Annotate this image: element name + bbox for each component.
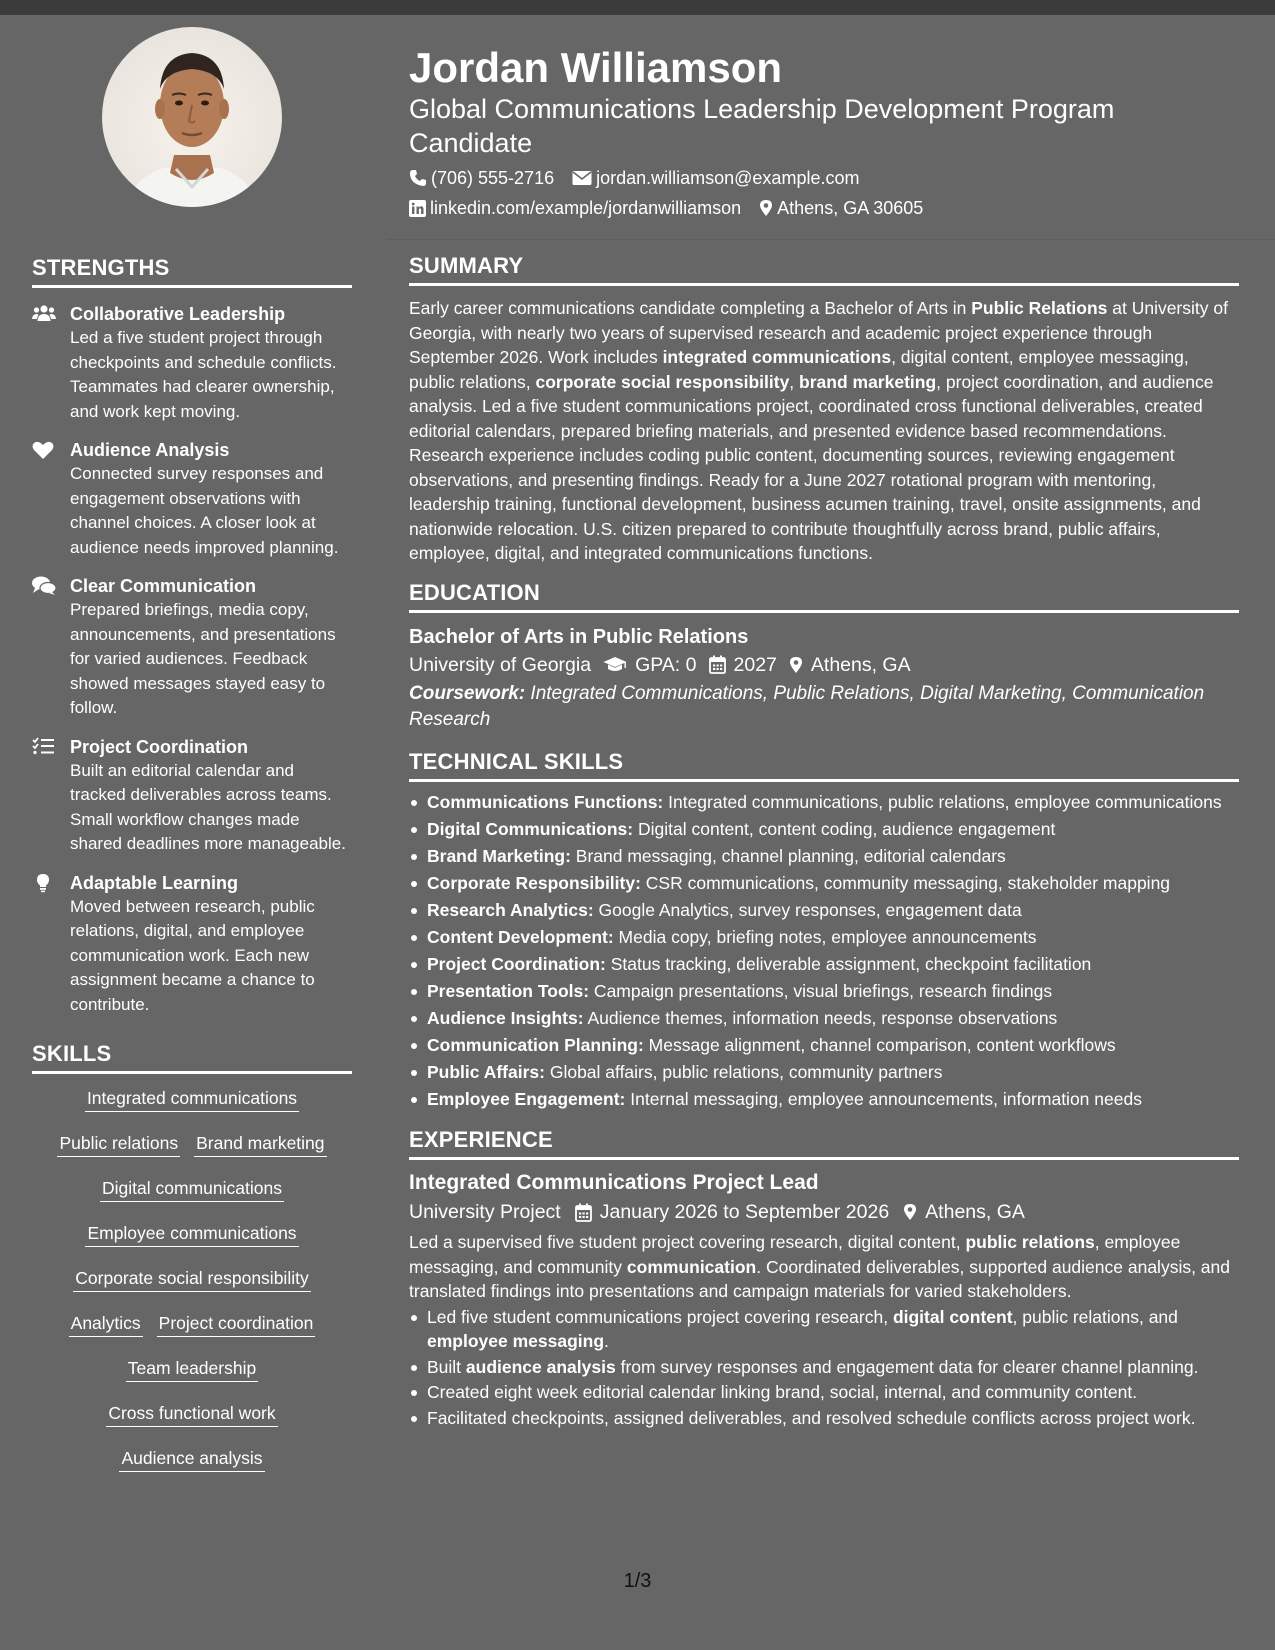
- text-segment: Facilitated checkpoints, assigned deliverables, and resolved schedule conflicts across project work.: [427, 1407, 1196, 1428]
- skill-tag: Audience analysis: [119, 1446, 264, 1472]
- skill-row: [32, 1266, 352, 1294]
- text-segment: from survey responses and engagement data for clearer channel planning.: [615, 1356, 1199, 1377]
- skill-values: Audience themes, information needs, response observations: [583, 1007, 1058, 1028]
- skill-values: Digital content, content coding, audience engagement: [633, 818, 1056, 839]
- bold-text: audience analysis: [465, 1356, 616, 1377]
- technical-skills-heading: TECHNICAL SKILLS: [409, 749, 1239, 782]
- strength-item: [32, 735, 352, 857]
- education-heading: EDUCATION: [409, 580, 1239, 613]
- contact-row: [409, 166, 1239, 190]
- comments-icon: [32, 576, 56, 596]
- bold-text: employee messaging: [427, 1331, 605, 1351]
- bold-text: digital content: [892, 1306, 1013, 1327]
- technical-skill-item: [409, 844, 1239, 869]
- technical-skill-item: [409, 1006, 1239, 1031]
- skill-category: Communication Planning:: [427, 1034, 644, 1055]
- text-segment: Led five student communications project covering research,: [427, 1306, 893, 1327]
- grad-year: [709, 651, 777, 679]
- org-text: University Project: [409, 1201, 561, 1223]
- bold-text: public relations: [965, 1232, 1095, 1252]
- text-segment: , employee messaging, and community: [409, 1232, 1181, 1277]
- skill-values: Internal messaging, employee announcements, information needs: [625, 1088, 1142, 1109]
- right-column: [409, 15, 1239, 1431]
- skill-category: Employee Engagement:: [427, 1088, 626, 1109]
- map-pin-icon: [759, 199, 773, 217]
- coursework-label: Coursework:: [409, 682, 526, 704]
- technical-skill-item: [409, 925, 1239, 950]
- technical-skill-item: [409, 1060, 1239, 1085]
- strength-item: [32, 302, 352, 424]
- users-icon: [32, 304, 56, 322]
- calendar-icon: [709, 655, 726, 674]
- text-segment: , project coordination, and audience analysis. Led a five student communications project, coordinated cross functional deliverables, created editorial calendars, prepared briefing materials, and presented evidence based recommendations. Research experience includes coding public content, documenting sources, reviewing engagement observations, and presenting findings. Ready for a June 2027 rotational program with mentoring, leadership training, functional development, business acumen training, travel, onsite assignments, and nationwide relocation. U.S. citizen prepared to contribute thoughtfully across brand, public affairs, employee, digital, and integrated communications functions.: [409, 371, 1214, 563]
- heart-icon: [32, 440, 54, 460]
- skill-values: Message alignment, channel comparison, content workflows: [643, 1034, 1116, 1055]
- skill-tag: Team leadership: [126, 1356, 258, 1382]
- technical-skill-item: [409, 1087, 1239, 1112]
- skill-tag: Digital communications: [100, 1176, 284, 1202]
- skill-row: [32, 1311, 352, 1339]
- job-bullet: [409, 1305, 1239, 1354]
- email-contact[interactable]: [572, 166, 859, 190]
- location-contact: [759, 196, 923, 220]
- skill-tag: Project coordination: [157, 1311, 316, 1337]
- skill-row: [32, 1446, 352, 1474]
- skill-row: [32, 1356, 352, 1384]
- coursework-list: Integrated Communications, Public Relations, Digital Marketing, Communication Research: [409, 682, 1205, 730]
- contact-row: [409, 196, 1239, 220]
- skills-list: [32, 1086, 352, 1474]
- text-segment: at University of Georgia, with nearly two years of supervised research and academic project experience through September 2026. Work includes: [409, 298, 1228, 367]
- header-divider: [387, 239, 1275, 240]
- skill-row: [32, 1131, 352, 1159]
- technical-skill-item: [409, 898, 1239, 923]
- strength-title: Collaborative Leadership: [70, 304, 286, 324]
- skill-row: [32, 1176, 352, 1204]
- technical-skill-item: [409, 1033, 1239, 1058]
- bold-text: Public Relations: [971, 298, 1108, 318]
- job-bullet: [409, 1380, 1239, 1405]
- strength-desc: Moved between research, public relations, digital, and employee communication work. Each new assignment became a chance to contribute.: [70, 896, 315, 1014]
- job-title: Integrated Communications Project Lead: [409, 1171, 819, 1194]
- job-description: [409, 1230, 1239, 1304]
- graduation-cap-icon: [603, 656, 627, 673]
- calendar-icon: [575, 1203, 592, 1222]
- linkedin-contact[interactable]: [409, 196, 741, 220]
- skill-values: Global affairs, public relations, community partners: [544, 1061, 943, 1082]
- tasks-icon: [32, 737, 54, 755]
- skill-tag: Employee communications: [85, 1221, 298, 1247]
- skill-category: Digital Communications:: [427, 818, 634, 839]
- technical-skills-list: [409, 790, 1239, 1112]
- lightbulb-icon: [32, 873, 54, 893]
- skill-category: Communications Functions:: [427, 791, 664, 812]
- phone-text: (706) 555-2716: [431, 168, 555, 188]
- email-link[interactable]: jordan.williamson@example.com: [596, 168, 860, 188]
- job-bullet: [409, 1355, 1239, 1380]
- technical-skill-item: [409, 817, 1239, 842]
- skill-tag: Public relations: [57, 1131, 180, 1157]
- text-segment: Early career communications candidate completing a Bachelor of Arts in: [409, 298, 972, 318]
- summary-text: [409, 296, 1239, 566]
- strength-desc: Connected survey responses and engagement observations with channel choices. A closer look at audience needs improved planning.: [70, 464, 339, 557]
- text-segment: . Coordinated deliverables, supported audience analysis, and translated findings into presentations and campaign materials for varied stakeholders.: [409, 1256, 1231, 1301]
- job-bullets: [409, 1305, 1239, 1431]
- skill-category: Public Affairs:: [427, 1061, 545, 1082]
- skill-values: CSR communications, community messaging, stakeholder mapping: [640, 872, 1171, 893]
- coursework: [409, 681, 1239, 733]
- map-pin-icon: [903, 1203, 917, 1221]
- page-number: 1/3: [623, 1570, 652, 1592]
- job-org: [409, 1198, 561, 1226]
- skill-values: Campaign presentations, visual briefings, research findings: [589, 980, 1053, 1001]
- strength-item: [32, 871, 352, 1018]
- skill-tag: Cross functional work: [106, 1401, 277, 1427]
- gpa-field: [603, 651, 696, 679]
- skill-tag: Analytics: [69, 1311, 143, 1337]
- skill-row: [32, 1086, 352, 1114]
- technical-skill-item: [409, 871, 1239, 896]
- left-column: [32, 15, 352, 1491]
- strength-title: Clear Communication: [70, 576, 257, 596]
- top-bar: [0, 0, 1275, 15]
- skill-values: Status tracking, deliverable assignment, checkpoint facilitation: [605, 953, 1092, 974]
- job-details: [409, 1198, 1239, 1226]
- job-dates: [575, 1198, 889, 1226]
- edu-location: [789, 651, 911, 679]
- skill-values: Integrated communications, public relations, employee communications: [663, 791, 1222, 812]
- job-bullet: [409, 1406, 1239, 1431]
- strength-item: [32, 438, 352, 560]
- bold-text: integrated communications: [662, 347, 892, 367]
- strength-item: [32, 574, 352, 721]
- text-segment: , digital content, employee messaging, public relations,: [409, 347, 1189, 392]
- candidate-headline: Global Communications Leadership Development Program Candidate: [409, 94, 1115, 158]
- strength-desc: Led a five student project through checkpoints and schedule conflicts. Teammates had clearer ownership, and work kept moving.: [70, 328, 337, 421]
- school-name: [409, 651, 591, 679]
- skill-row: [32, 1221, 352, 1249]
- text-segment: .: [604, 1331, 609, 1351]
- degree-title: Bachelor of Arts in Public Relations: [409, 625, 749, 648]
- candidate-name: Jordan Williamson: [409, 44, 783, 91]
- skills-heading: SKILLS: [32, 1041, 352, 1074]
- dates-text: January 2026 to September 2026: [599, 1201, 890, 1223]
- strengths-heading: STRENGTHS: [32, 255, 352, 288]
- school-text: University of Georgia: [409, 653, 592, 676]
- edu-location-text: Athens, GA: [810, 653, 911, 676]
- skill-values: Google Analytics, survey responses, engagement data: [593, 899, 1022, 920]
- linkedin-link[interactable]: linkedin.com/example/jordanwilliamson: [430, 198, 742, 218]
- skill-values: Media copy, briefing notes, employee announcements: [613, 926, 1037, 947]
- skill-category: Brand Marketing:: [427, 845, 571, 866]
- phone-contact: [409, 166, 554, 190]
- skill-category: Corporate Responsibility:: [427, 872, 641, 893]
- summary-heading: SUMMARY: [409, 253, 1239, 286]
- strength-title: Audience Analysis: [70, 440, 230, 460]
- year-text: 2027: [733, 653, 777, 676]
- text-segment: , public relations, and: [1012, 1306, 1178, 1327]
- skill-category: Content Development:: [427, 926, 614, 947]
- job-location: [903, 1198, 1025, 1226]
- envelope-icon: [572, 170, 592, 186]
- skill-tag: Corporate social responsibility: [73, 1266, 310, 1292]
- location-text: Athens, GA 30605: [777, 198, 924, 218]
- linkedin-icon: [409, 200, 426, 217]
- person-photo-icon: [102, 27, 282, 207]
- bold-text: brand marketing: [799, 371, 937, 392]
- gpa-text: GPA: 0: [635, 653, 697, 676]
- strength-title: Adaptable Learning: [70, 872, 239, 893]
- education-details: [409, 651, 1239, 679]
- job-location-text: Athens, GA: [925, 1201, 1025, 1223]
- strength-desc: Prepared briefings, media copy, announcements, and presentations for varied audiences. Feedback showed messages stayed easy to follow.: [70, 600, 336, 717]
- skill-category: Audience Insights:: [427, 1007, 584, 1028]
- strength-title: Project Coordination: [70, 736, 249, 757]
- skill-tag: Brand marketing: [194, 1131, 326, 1157]
- bold-text: communication: [626, 1256, 757, 1277]
- skill-category: Project Coordination:: [427, 953, 606, 974]
- skill-category: Presentation Tools:: [427, 980, 590, 1001]
- technical-skill-item: [409, 952, 1239, 977]
- map-pin-icon: [789, 656, 803, 674]
- skill-values: Brand messaging, channel planning, editorial calendars: [570, 845, 1006, 866]
- text-segment: Built: [427, 1356, 466, 1377]
- experience-heading: EXPERIENCE: [409, 1127, 1239, 1160]
- phone-icon: [409, 169, 427, 187]
- skill-category: Research Analytics:: [427, 899, 594, 920]
- skill-tag: Integrated communications: [85, 1086, 299, 1112]
- avatar: [102, 27, 282, 207]
- technical-skill-item: [409, 979, 1239, 1004]
- skill-row: [32, 1401, 352, 1429]
- bold-text: corporate social responsibility: [535, 371, 790, 392]
- text-segment: Led a supervised five student project covering research, digital content,: [409, 1232, 966, 1252]
- text-segment: ,: [789, 371, 800, 392]
- strength-desc: Built an editorial calendar and tracked deliverables across teams. Small workflow changes made shared deadlines more manageable.: [70, 760, 346, 853]
- text-segment: Created eight week editorial calendar linking brand, social, internal, and community content.: [427, 1382, 1138, 1402]
- technical-skill-item: [409, 790, 1239, 815]
